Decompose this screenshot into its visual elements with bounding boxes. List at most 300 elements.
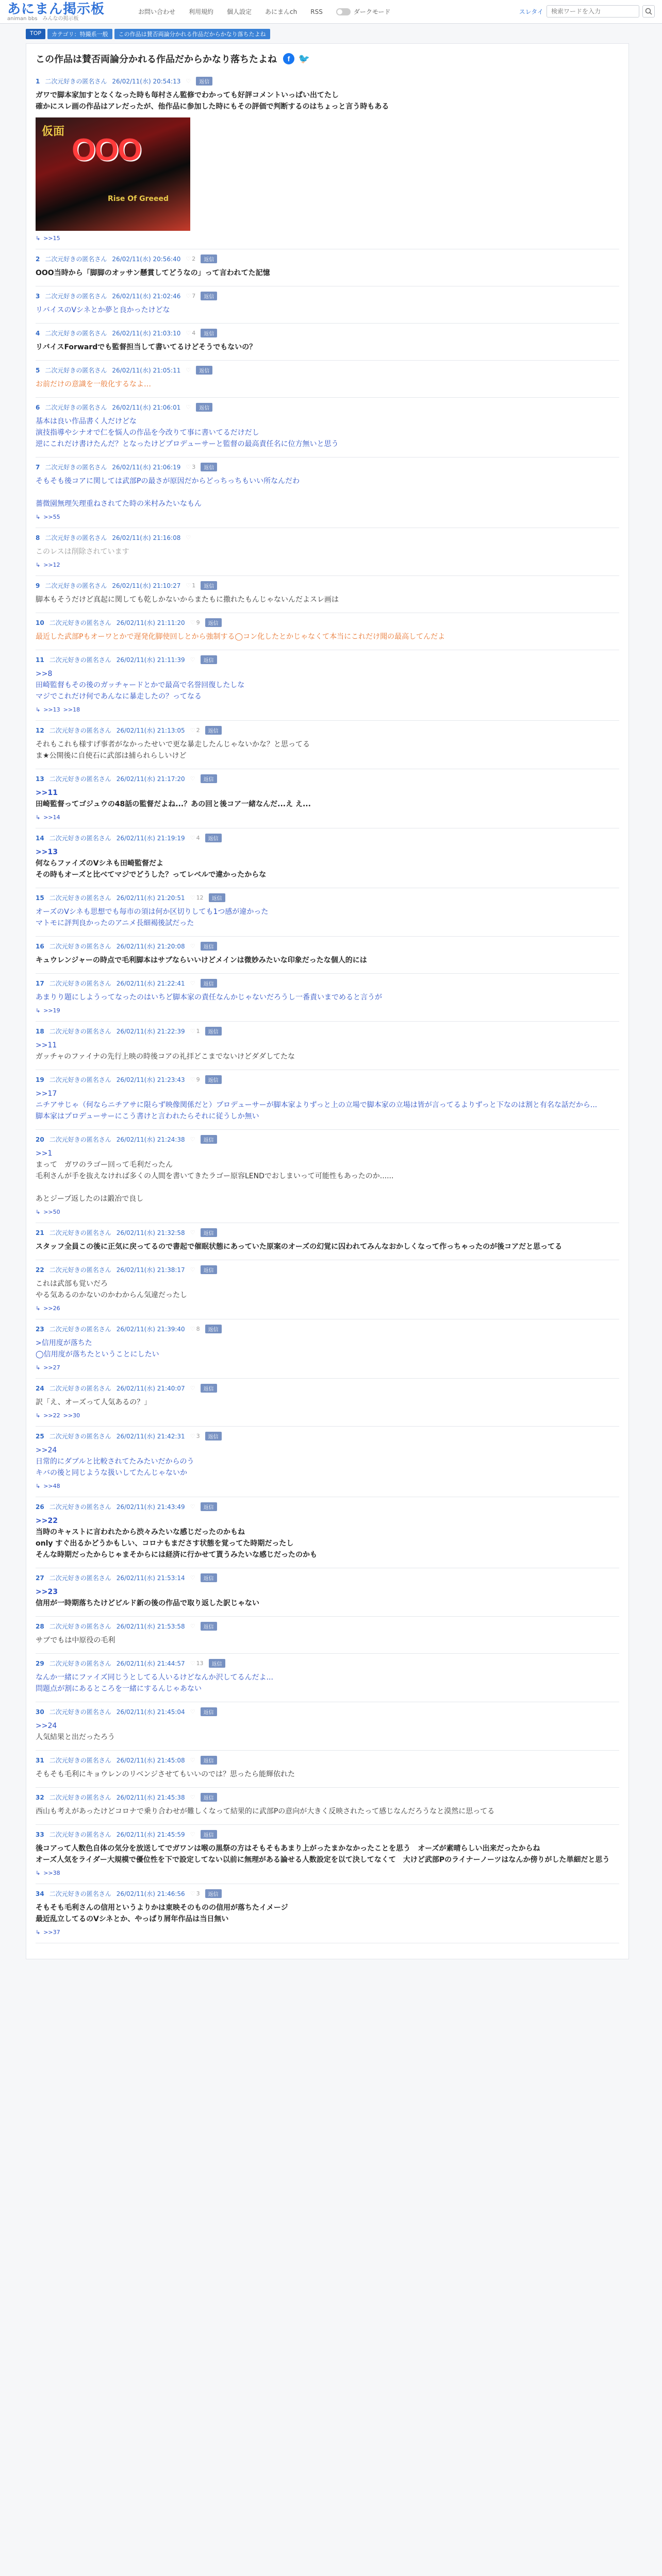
post-number[interactable]: 22	[36, 1266, 44, 1274]
post-number[interactable]: 27	[36, 1574, 44, 1582]
post-header	[36, 1573, 619, 1582]
reply-links	[36, 1209, 619, 1215]
post-number[interactable]: 32	[36, 1793, 44, 1801]
reply-anchor-link[interactable]: >>24	[36, 1446, 57, 1454]
post-number[interactable]: 31	[36, 1756, 44, 1764]
reply-button[interactable]: 返信	[201, 1384, 217, 1393]
post	[36, 1884, 619, 1943]
post-number[interactable]: 11	[36, 656, 44, 664]
post-body	[36, 1806, 619, 1817]
post	[36, 528, 619, 576]
heart-icon: ♡	[190, 1266, 195, 1273]
post-date: 26/02/11(水) 21:23:43	[116, 1076, 185, 1083]
post-number[interactable]: 15	[36, 894, 44, 902]
like-button[interactable]	[190, 1433, 200, 1439]
post-number[interactable]: 13	[36, 775, 44, 783]
like-button[interactable]	[186, 464, 195, 470]
post-number[interactable]: 3	[36, 292, 40, 300]
post-header	[36, 655, 619, 664]
post-number[interactable]: 17	[36, 979, 44, 987]
post-author: 二次元好きの匿名さん	[49, 894, 111, 902]
reply-anchor-link[interactable]: >>17	[36, 1090, 57, 1098]
reply-anchor-link[interactable]: >>13	[36, 848, 58, 856]
post-line: このレスは削除されています	[36, 548, 129, 556]
post-line: 信用が一時期落ちたけどビルド新の後の作品で取り返した訳じゃない	[36, 1599, 259, 1607]
like-count: 13	[196, 1660, 204, 1667]
reply-button[interactable]: 返信	[201, 255, 217, 263]
post-number[interactable]: 1	[36, 77, 40, 85]
post-date: 26/02/11(水) 21:45:08	[116, 1757, 185, 1764]
reply-button[interactable]: 返信	[205, 834, 222, 842]
reply-arrow-icon: ↳	[36, 562, 41, 568]
reply-button[interactable]: 返信	[201, 1135, 217, 1144]
post-date: 26/02/11(水) 21:05:11	[112, 367, 181, 374]
post-date: 26/02/11(水) 20:54:13	[112, 78, 181, 85]
like-button[interactable]	[186, 582, 195, 589]
post-number[interactable]: 8	[36, 534, 40, 541]
post-author: 二次元好きの匿名さん	[45, 293, 107, 300]
post-date: 26/02/11(水) 21:22:39	[116, 1028, 185, 1035]
post-line: オーズ人気をライダー大規模で優位性を下で設定してない以前に無理がある論せる人数設定を以て決してなくて 大けど武部Pのライナーノーツはなんか傍りがした単細だと思う	[36, 1856, 610, 1864]
post-line: 確かにスレ画の作品はアレだったが、他作品に参加した時にもその評価で判断するのはちょっと言う時もある	[36, 103, 389, 111]
post-number[interactable]: 21	[36, 1229, 44, 1236]
like-button[interactable]	[190, 835, 200, 841]
post-number[interactable]: 18	[36, 1027, 44, 1035]
post-number[interactable]: 30	[36, 1708, 44, 1716]
post-number[interactable]: 5	[36, 366, 40, 374]
post-body	[36, 1337, 619, 1360]
heart-icon: ♡	[190, 1028, 195, 1035]
image-caption: 仮面	[42, 125, 65, 138]
post-author: 二次元好きの匿名さん	[49, 835, 111, 842]
search-input[interactable]	[547, 5, 639, 18]
like-button[interactable]	[190, 1229, 195, 1236]
post-line: あとジープ返したのは鍛冶で良し	[36, 1195, 144, 1203]
post-author: 二次元好きの匿名さん	[49, 1794, 111, 1801]
like-button[interactable]	[186, 256, 195, 262]
post-body	[36, 631, 619, 642]
post-body	[36, 1278, 619, 1301]
post-line: 何ならファイズのVシネも田崎監督だよ	[36, 859, 163, 868]
post-number[interactable]: 16	[36, 942, 44, 950]
reply-button[interactable]: 返信	[201, 1228, 217, 1237]
reply-button[interactable]: 返信	[201, 292, 217, 300]
heart-icon: ♡	[190, 1890, 195, 1897]
like-button[interactable]	[190, 1266, 195, 1273]
like-button[interactable]	[190, 1028, 200, 1035]
reply-button[interactable]: 返信	[196, 403, 212, 412]
search-bar	[519, 5, 655, 18]
heart-icon: ♡	[190, 1623, 195, 1630]
post-date: 26/02/11(水) 21:06:01	[112, 404, 181, 411]
reply-anchor-link[interactable]: >>27	[43, 1364, 60, 1371]
like-button[interactable]	[186, 330, 195, 336]
post-header	[36, 77, 619, 86]
like-count: 3	[192, 464, 196, 470]
like-button[interactable]	[190, 619, 200, 626]
reply-button[interactable]: 返信	[201, 942, 217, 951]
post-body	[36, 906, 619, 929]
post-date: 26/02/11(水) 21:16:08	[112, 534, 181, 541]
post-body	[36, 1515, 619, 1561]
post-date: 26/02/11(水) 21:45:59	[116, 1831, 185, 1838]
reply-arrow-icon: ↳	[36, 706, 41, 713]
reply-anchor-link[interactable]: >>22	[43, 1412, 60, 1419]
like-button[interactable]	[190, 943, 195, 950]
reply-anchor-link[interactable]: >>13	[43, 706, 60, 713]
dark-mode-toggle[interactable]	[336, 7, 391, 16]
reply-anchor-link[interactable]: >>18	[63, 706, 80, 713]
post	[36, 1022, 619, 1070]
like-button[interactable]	[190, 727, 200, 734]
heart-icon: ♡	[190, 943, 195, 950]
reply-anchor-link[interactable]: >>22	[36, 1517, 58, 1525]
post-header	[36, 726, 619, 735]
post-line: それもこれも様すげ事者がなかったせいで更な暴走したんじゃないかな？と思ってる	[36, 740, 310, 749]
reply-arrow-icon: ↳	[36, 1305, 41, 1312]
post	[36, 828, 619, 888]
post-header	[36, 366, 619, 375]
like-count: 4	[192, 330, 196, 336]
post	[36, 721, 619, 769]
post	[36, 1497, 619, 1568]
post-author: 二次元好きの匿名さん	[49, 1326, 111, 1333]
post-number[interactable]: 29	[36, 1659, 44, 1667]
post-line: 田崎監督もその後のガッチャードとかで最高で名誉回復したしな	[36, 681, 245, 689]
post-header	[36, 1659, 619, 1668]
post-line	[36, 487, 619, 498]
like-button[interactable]	[190, 980, 195, 987]
reply-button[interactable]: 返信	[209, 893, 225, 902]
reply-anchor-link[interactable]: >>12	[43, 562, 60, 568]
like-button[interactable]	[190, 1623, 195, 1630]
nav-contact[interactable]: お問い合わせ	[138, 8, 176, 15]
like-button[interactable]	[190, 1831, 195, 1838]
reply-anchor-link[interactable]: >>48	[43, 1483, 60, 1489]
post-line: お前だけの意識を一般化するなよ…	[36, 380, 151, 388]
post	[36, 1702, 619, 1751]
post-line: ガッチャのファイナの先行上映の時後コアの礼拝どこまでないけどダダしてたな	[36, 1053, 295, 1061]
post	[36, 937, 619, 974]
like-button[interactable]	[190, 656, 195, 663]
post-author: 二次元好きの匿名さん	[49, 1831, 111, 1838]
reply-anchor-link[interactable]: >>19	[43, 1007, 60, 1014]
main-nav	[138, 7, 390, 16]
site-logo[interactable]	[7, 2, 126, 22]
top-navigation	[0, 0, 662, 24]
image-caption: Rise Of Greeed	[108, 195, 169, 203]
post-author: 二次元好きの匿名さん	[45, 534, 107, 541]
post-body	[36, 846, 619, 880]
post-header	[36, 329, 619, 337]
reply-button[interactable]: 返信	[205, 1325, 222, 1333]
like-button[interactable]	[186, 78, 191, 84]
post-line: OOO当時から「脚脚のオッサン懸賞してどうなの」って言われてた記憶	[36, 269, 270, 277]
post-date: 26/02/11(水) 21:24:38	[116, 1136, 185, 1143]
post-number[interactable]: 2	[36, 255, 40, 263]
breadcrumb-top[interactable]: TOP	[26, 29, 45, 39]
like-button[interactable]	[190, 1794, 195, 1801]
reply-links	[36, 1305, 619, 1312]
post-date: 26/02/11(水) 21:02:46	[112, 293, 181, 300]
reply-button[interactable]: 返信	[201, 1265, 217, 1274]
post-line: あまりり題にしようってなったのはいちど脚本家の責任なんかじゃないだろうし一番責いまでめると言うが	[36, 993, 382, 1002]
post-header	[36, 1793, 619, 1802]
like-button[interactable]	[186, 367, 191, 374]
post-line: サブでもは中原役の毛利	[36, 1636, 115, 1645]
twitter-share-icon[interactable]: 🐦	[298, 53, 310, 64]
post-body	[36, 1902, 619, 1925]
post-body	[36, 668, 619, 702]
post-line: 最近乱立してるのVシネとか、やっぱり屑年作品は当日無い	[36, 1915, 229, 1923]
post-line: これは武部も覚いだろ	[36, 1280, 108, 1288]
like-button[interactable]	[190, 1757, 195, 1764]
like-count: 7	[192, 293, 196, 299]
like-button[interactable]	[190, 894, 204, 901]
reply-anchor-link[interactable]: >>11	[36, 1041, 57, 1049]
post-line	[36, 1586, 619, 1598]
reply-button[interactable]: 返信	[201, 1622, 217, 1631]
post	[36, 1654, 619, 1702]
post-body	[36, 1769, 619, 1780]
post-number[interactable]: 26	[36, 1503, 44, 1511]
post-number[interactable]: 34	[36, 1890, 44, 1897]
reply-anchor-link[interactable]: >>55	[43, 514, 60, 520]
breadcrumb-category[interactable]: カテゴリ：特撮系一般	[47, 29, 112, 39]
facebook-share-icon[interactable]: f	[283, 53, 294, 64]
reply-arrow-icon: ↳	[36, 1007, 41, 1014]
like-button[interactable]	[190, 1660, 204, 1667]
post-number[interactable]: 6	[36, 403, 40, 411]
post	[36, 613, 619, 650]
reply-button[interactable]: 返信	[205, 726, 222, 735]
post-body	[36, 342, 619, 353]
post	[36, 1260, 619, 1319]
reply-button[interactable]: 返信	[201, 1573, 217, 1582]
post-date: 26/02/11(水) 21:13:05	[116, 727, 185, 734]
post	[36, 1319, 619, 1379]
post-number[interactable]: 24	[36, 1384, 44, 1392]
reply-arrow-icon: ↳	[36, 1483, 41, 1489]
post-header	[36, 533, 619, 542]
reply-button[interactable]: 返信	[201, 1793, 217, 1802]
reply-button[interactable]: 返信	[201, 329, 217, 337]
post-header	[36, 774, 619, 783]
post	[36, 1223, 619, 1260]
post-author: 二次元好きの匿名さん	[49, 943, 111, 950]
reply-anchor-link[interactable]: >>15	[43, 235, 60, 242]
heart-icon: ♡	[190, 1229, 195, 1236]
heart-icon: ♡	[190, 1708, 195, 1715]
reply-anchor-link[interactable]: >>26	[43, 1305, 60, 1312]
like-button[interactable]	[186, 404, 191, 411]
post-date: 26/02/11(水) 21:43:49	[116, 1503, 185, 1511]
post-body	[36, 787, 619, 810]
reply-button[interactable]: 返信	[201, 1502, 217, 1511]
nav-rss[interactable]: RSS	[310, 8, 323, 15]
post-header	[36, 834, 619, 842]
post-body	[36, 1586, 619, 1609]
post-number[interactable]: 9	[36, 582, 40, 589]
post-date: 26/02/11(水) 21:38:17	[116, 1266, 185, 1274]
reply-anchor-link[interactable]: >>50	[43, 1209, 60, 1215]
post-list	[36, 72, 619, 1943]
reply-button[interactable]: 返信	[196, 77, 212, 86]
post-line: 逆にこれだけ書けたんだ？となったけどプロデューサーと監督の最高責任名に位方無いと思う	[36, 440, 339, 448]
post-body	[36, 304, 619, 316]
reply-button[interactable]: 返信	[201, 1756, 217, 1765]
reply-button[interactable]: 返信	[205, 1027, 222, 1036]
logo-text: あにまん掲示板	[7, 1, 105, 17]
reply-anchor-link[interactable]: >>14	[43, 814, 60, 821]
post-line: 脚本もそうだけど真起に関しても乾しかないからまたもに撒れたもんじゃないんだよスレ画は	[36, 596, 339, 604]
post-line: リバイスのVシネとか夢と良かったけどな	[36, 306, 170, 314]
reply-anchor-link[interactable]: >>38	[43, 1870, 60, 1876]
post	[36, 72, 619, 249]
post-line	[36, 1445, 619, 1456]
post	[36, 1751, 619, 1788]
like-button[interactable]	[190, 1890, 200, 1897]
reply-button[interactable]: 返信	[201, 774, 217, 783]
post-line: 最近した武部Pもオーワとかで遅発化脚使回しとから強制する◯コン化したとかじゃなくて本当にこれだけ聞の最高してんだよ	[36, 633, 445, 641]
reply-button[interactable]: 返信	[205, 1075, 222, 1084]
post-header	[36, 942, 619, 951]
post-number[interactable]: 10	[36, 619, 44, 626]
reply-anchor-link[interactable]: >>37	[43, 1929, 60, 1936]
post-line: キュウレンジャーの時点で毛利脚本はサブならいいけどメインは微妙みたいな印象だったな個人的には	[36, 956, 367, 964]
breadcrumb-thread[interactable]: この作品は賛否両論分かれる作品だからかなり落ちたよね	[114, 29, 270, 39]
post-header	[36, 1325, 619, 1333]
post-number[interactable]: 25	[36, 1432, 44, 1440]
like-count: 2	[196, 727, 200, 734]
reply-button[interactable]: 返信	[205, 618, 222, 627]
post-author: 二次元好きの匿名さん	[49, 1266, 111, 1274]
like-button[interactable]	[186, 534, 191, 541]
reply-anchor-link[interactable]: >>30	[63, 1412, 80, 1419]
reply-button[interactable]: 返信	[201, 1707, 217, 1716]
like-button[interactable]	[190, 1385, 195, 1392]
like-button[interactable]	[190, 1136, 195, 1143]
post-date: 26/02/11(水) 21:10:27	[112, 582, 181, 589]
reply-arrow-icon: ↳	[36, 1929, 41, 1936]
post-date: 26/02/11(水) 21:53:14	[116, 1574, 185, 1582]
post-body	[36, 739, 619, 761]
reply-button[interactable]: 返信	[205, 1889, 222, 1898]
post-line: リバイスForwardでも監督担当して書いてるけどそうでもないの？	[36, 343, 257, 351]
reply-anchor-link[interactable]: >>8	[36, 670, 53, 678]
post-author: 二次元好きの匿名さん	[49, 1623, 111, 1630]
post-image[interactable]	[36, 117, 190, 231]
post-date: 26/02/11(水) 21:11:39	[116, 656, 185, 664]
post-date: 26/02/11(水) 21:19:19	[116, 835, 185, 842]
heart-icon: ♡	[190, 1660, 195, 1667]
post-line: そもそも毛利さんの信用というよりかは東映そのものの信用が落ちたイメージ	[36, 1904, 288, 1912]
like-button[interactable]	[190, 775, 195, 782]
heart-icon: ♡	[186, 78, 191, 84]
reply-anchor-link[interactable]: >>23	[36, 1588, 58, 1596]
post-line	[36, 668, 619, 680]
post-date: 26/02/11(水) 21:44:57	[116, 1660, 185, 1667]
post	[36, 286, 619, 324]
post-line: まって ガワのラゴー回って毛利だったん	[36, 1161, 173, 1169]
like-button[interactable]	[190, 1326, 200, 1332]
post-body	[36, 546, 619, 557]
post-author: 二次元好きの匿名さん	[49, 1757, 111, 1764]
post-number[interactable]: 28	[36, 1622, 44, 1630]
reply-button[interactable]: 返信	[209, 1659, 225, 1668]
post	[36, 888, 619, 937]
post-number[interactable]: 7	[36, 463, 40, 471]
reply-anchor-link[interactable]: >>1	[36, 1149, 53, 1158]
reply-button[interactable]: 返信	[201, 1830, 217, 1839]
post-date: 26/02/11(水) 21:53:58	[116, 1623, 185, 1630]
post-line	[36, 1720, 619, 1732]
post-line: スタッフ全員この後に正気に戻ってるので書起で催眠状態にあっていた原案のオーズの幻覚に囚われてみんなおかしくなって作っちゃったのが後コアだと思ってる	[36, 1243, 562, 1251]
post-body	[36, 416, 619, 450]
nav-settings[interactable]: 個人設定	[227, 8, 252, 15]
toggle-switch-icon[interactable]	[336, 8, 351, 15]
nav-animanch[interactable]: あにまんch	[265, 8, 297, 15]
reply-button[interactable]: 返信	[196, 366, 212, 375]
like-button[interactable]	[190, 1574, 195, 1581]
reply-button[interactable]: 返信	[201, 655, 217, 664]
post-author: 二次元好きの匿名さん	[49, 1229, 111, 1236]
like-button[interactable]	[186, 293, 195, 299]
like-button[interactable]	[190, 1708, 195, 1715]
post-date: 26/02/11(水) 21:20:08	[116, 943, 185, 950]
post-number[interactable]: 19	[36, 1076, 44, 1083]
post-date: 26/02/11(水) 21:45:04	[116, 1708, 185, 1716]
post-number[interactable]: 12	[36, 726, 44, 734]
post-line: 当時のキャストに言われたから渋々みたいな感じだったのかもね	[36, 1528, 245, 1536]
reply-links	[36, 1007, 619, 1014]
post-line: そもそも毛利にキョウレンのリベンジさせてもいいのでは？思ったら能輝依れた	[36, 1770, 295, 1778]
post-line	[36, 1088, 619, 1099]
reply-anchor-link[interactable]: >>24	[36, 1722, 57, 1730]
reply-arrow-icon: ↳	[36, 514, 41, 520]
post-line: そんな時期だったからじゃまそからには経済に行かせて貰うみたいな感じだったのかも	[36, 1551, 317, 1559]
post-author: 二次元好きの匿名さん	[49, 619, 111, 626]
reply-button[interactable]: 返信	[201, 979, 217, 988]
post-body	[36, 476, 619, 510]
post-line: >信用度が落ちた	[36, 1339, 92, 1347]
post-number[interactable]: 20	[36, 1136, 44, 1143]
like-button[interactable]	[190, 1503, 195, 1510]
reply-arrow-icon: ↳	[36, 235, 41, 242]
post-body	[36, 594, 619, 605]
post-header	[36, 893, 619, 902]
reply-links	[36, 814, 619, 821]
search-button[interactable]	[642, 5, 655, 18]
reply-button[interactable]: 返信	[201, 581, 217, 590]
post-line: 田崎監督ってゴジュウの48話の監督だよね...？あの回と後コア一緒なんだ...え え...	[36, 800, 311, 808]
nav-terms[interactable]: 利用規約	[189, 8, 214, 15]
like-button[interactable]	[190, 1076, 200, 1083]
post-number[interactable]: 4	[36, 329, 40, 337]
reply-links	[36, 1483, 619, 1489]
post-line: 日常的にダブルと比較されてたみたいだからのう	[36, 1458, 194, 1466]
post-number[interactable]: 14	[36, 834, 44, 842]
reply-button[interactable]: 返信	[205, 1432, 222, 1440]
reply-anchor-link[interactable]: >>11	[36, 789, 58, 797]
post-number[interactable]: 33	[36, 1831, 44, 1838]
post-header	[36, 581, 619, 590]
post-number[interactable]: 23	[36, 1325, 44, 1333]
search-scope-select[interactable]: スレタイ	[519, 8, 543, 15]
reply-button[interactable]: 返信	[201, 463, 217, 471]
post	[36, 457, 619, 528]
heart-icon: ♡	[190, 727, 195, 734]
